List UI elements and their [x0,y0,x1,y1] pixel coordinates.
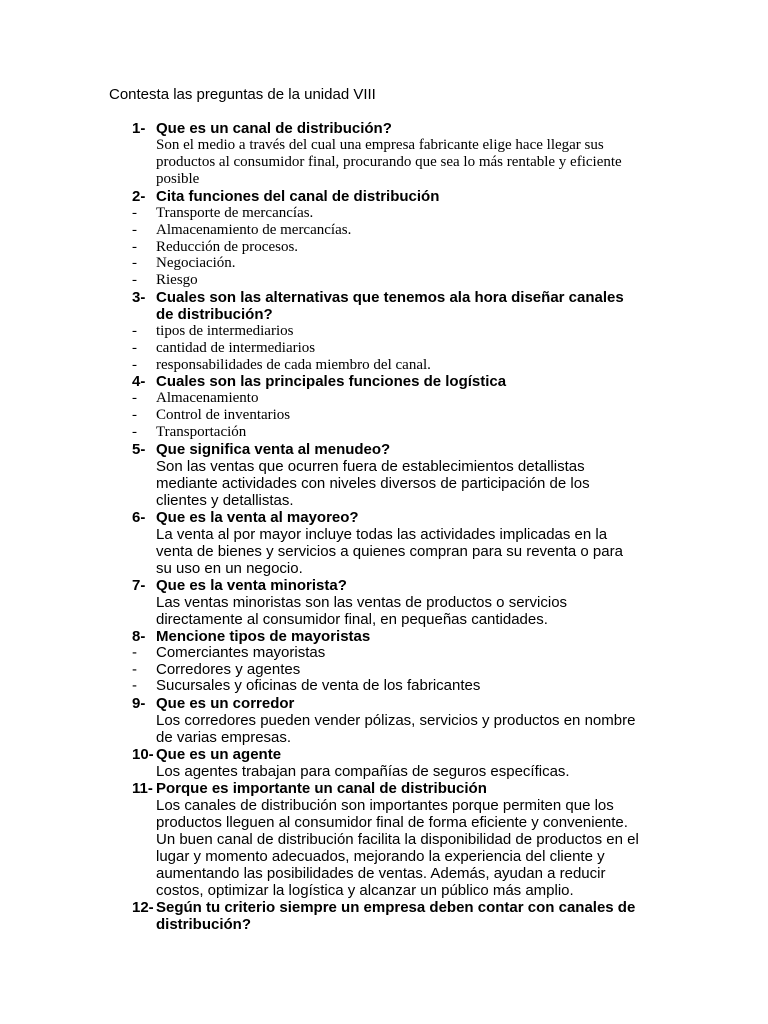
list-item [0,239,768,256]
question-block [0,509,768,577]
question-block [0,628,768,695]
bullet-dash: - [132,205,137,221]
list-item-text: Riesgo [156,272,198,289]
question-number: 10- [132,746,154,764]
question-number: 9- [132,695,146,713]
answer-line: directamente al consumidor final, en pequeñas cantidades. [156,610,548,628]
answer-line: de varias empresas. [156,729,292,747]
list-item-text: Reducción de procesos. [156,238,299,255]
bullet-dash: - [132,407,137,424]
bullet-dash: - [132,255,137,272]
answer-line: venta de bienes y servicios a quienes compran para su reventa o para [156,542,623,560]
list-item-text: Corredores y agentes [156,660,301,678]
list-item [0,424,768,441]
list-item [0,272,768,289]
question-text: Según tu criterio siempre un empresa deben contar con canales de [156,899,636,917]
list-item [0,222,768,239]
question-text: Cita funciones del canal de distribución [156,188,440,205]
questions-list [0,120,768,933]
question-text: Cuales son las alternativas que tenemos ala hora diseñar canales [156,288,624,306]
question-heading [0,899,768,916]
bullet-dash: - [132,238,137,255]
document-title: Contesta las preguntas de la unidad VIII [109,86,376,103]
bullet-dash: - [132,643,137,661]
question-heading [0,306,768,323]
list-item-text: Sucursales y oficinas de venta de los fabricantes [156,677,481,695]
list-item-text: responsabilidades de cada miembro del canal. [156,356,431,373]
list-item [0,357,768,374]
question-block [0,441,768,509]
list-item [0,205,768,222]
question-heading [0,509,768,526]
answer-line: posible [156,171,200,187]
question-heading [0,628,768,645]
question-heading [0,373,768,390]
question-number: 6- [132,508,146,526]
question-number: 8- [132,627,146,645]
list-item-text: Almacenamiento de mercancías. [156,221,352,238]
list-item-text: Transportación [156,423,247,440]
list-item-text: Almacenamiento [156,390,259,407]
answer-line: Los corredores pueden vender pólizas, servicios y productos en nombre [156,712,636,730]
question-text: Que es un corredor [156,695,295,713]
bullet-dash: - [132,221,137,238]
bullet-dash: - [132,677,137,695]
list-item [0,340,768,357]
question-text: Mencione tipos de mayoristas [156,627,371,645]
question-block [0,289,768,373]
question-heading [0,695,768,712]
bullet-dash: - [132,660,137,678]
question-block [0,746,768,780]
question-heading [0,577,768,594]
question-text: Cuales son las principales funciones de logística [156,373,507,391]
list-item-text: Transporte de mercancías. [156,205,314,221]
question-block [0,188,768,289]
question-text: Que es un agente [156,746,282,764]
list-item [0,645,768,662]
question-text: distribución? [156,916,251,934]
list-item-text: tipos de intermediarios [156,322,294,339]
question-heading [0,289,768,306]
bullet-dash: - [132,356,137,373]
bullet-dash: - [132,322,137,339]
question-number: 1- [132,120,146,137]
list-item [0,255,768,272]
list-item [0,662,768,679]
question-heading [0,916,768,933]
list-item-text: Comerciantes mayoristas [156,643,326,661]
answer-line: mediante actividades con niveles diversos de participación de los [156,474,590,492]
answer-line: La venta al por mayor incluye todas las actividades implicadas en la [156,525,608,543]
question-number: 4- [132,373,146,391]
question-number: 2- [132,188,146,205]
question-block [0,373,768,440]
answer-line: aumentando las posibilidades de ventas. Además, ayudan a reducir [156,865,606,883]
question-block [0,577,768,628]
list-item [0,678,768,695]
list-item [0,407,768,424]
question-heading [0,120,768,137]
question-number: 3- [132,288,146,306]
question-number: 11- [132,780,153,798]
question-text: de distribución? [156,305,273,323]
answer-line: productos lleguen al consumidor final de forma eficiente y conveniente. [156,814,628,832]
bullet-dash: - [132,390,137,407]
answer-line: costos, optimizar la logística y alcanzar un público más amplio. [156,882,574,900]
question-text: Que es un canal de distribución? [156,120,392,137]
list-item [0,323,768,340]
question-number: 12- [132,899,154,917]
bullet-dash: - [132,423,137,440]
bullet-dash: - [132,272,137,289]
answer-line: productos al consumidor final, procurando que sea lo más rentable y eficiente [156,154,622,170]
bullet-dash: - [132,339,137,356]
list-item-text: Control de inventarios [156,407,291,424]
question-block [0,695,768,746]
question-text: Porque es importante un canal de distribución [156,780,487,798]
question-text: Que significa venta al menudeo? [156,440,391,458]
answer-line: Un buen canal de distribución facilita la disponibilidad de productos en el [156,831,639,849]
question-block [0,120,768,188]
question-heading [0,780,768,797]
question-heading [0,188,768,205]
answer-line: Los canales de distribución son importantes porque permiten que los [156,797,614,815]
answer-line: su uso en un negocio. [156,559,303,577]
question-number: 7- [132,576,146,594]
question-block [0,899,768,933]
answer-line: clientes y detallistas. [156,491,294,509]
question-heading [0,441,768,458]
question-text: Que es la venta minorista? [156,576,347,594]
list-item-text: Negociación. [156,255,236,272]
question-number: 5- [132,440,146,458]
answer-line: Son las ventas que ocurren fuera de establecimientos detallistas [156,457,585,475]
answer-line: Los agentes trabajan para compañías de seguros específicas. [156,763,570,781]
answer-line: lugar y momento adecuados, mejorando la experiencia del cliente y [156,848,605,866]
answer-line: Las ventas minoristas son las ventas de productos o servicios [156,593,568,611]
answer-line: Son el medio a través del cual una empresa fabricante elige hace llegar sus [156,137,604,153]
list-item [0,390,768,407]
question-heading [0,746,768,763]
question-text: Que es la venta al mayoreo? [156,508,359,526]
question-block [0,780,768,899]
list-item-text: cantidad de intermediarios [156,339,316,356]
